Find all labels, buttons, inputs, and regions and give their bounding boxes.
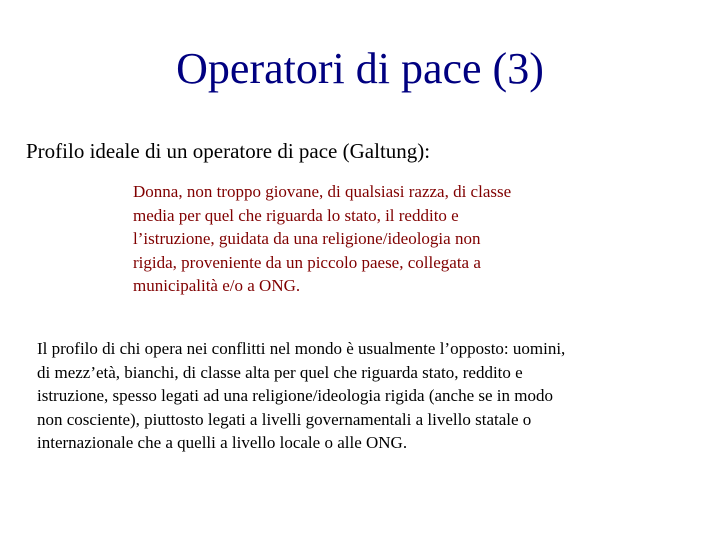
slide-subtitle: Profilo ideale di un operatore di pace (Galtung):	[26, 139, 431, 163]
opposite-profile-line: non cosciente), piuttosto legati a livelli governamentali a livello statale o	[37, 409, 532, 429]
ideal-profile-line: media per quel che riguarda lo stato, il reddito e	[133, 205, 459, 225]
opposite-profile-line: di mezz’età, bianchi, di classe alta per quel che riguarda stato, reddito e	[37, 362, 523, 382]
ideal-profile-line: rigida, proveniente da un piccolo paese, collegata a	[133, 252, 481, 272]
opposite-profile-text	[37, 337, 687, 455]
ideal-profile-line: Donna, non troppo giovane, di qualsiasi razza, di classe	[133, 182, 512, 201]
ideal-profile-text	[133, 180, 603, 298]
opposite-profile-line: istruzione, spesso legati ad una religione/ideologia rigida (anche se in modo	[37, 386, 553, 406]
ideal-profile-line: municipalità e/o a ONG.	[133, 276, 301, 296]
slide-title: Operatori di pace (3)	[176, 44, 544, 93]
opposite-profile-line: internazionale che a quelli a livello locale o alle ONG.	[37, 433, 408, 453]
ideal-profile-line: l’istruzione, guidata da una religione/ideologia non	[133, 229, 481, 249]
opposite-profile-line: Il profilo di chi opera nei conflitti nel mondo è usualmente l’opposto: uomini,	[37, 339, 566, 358]
